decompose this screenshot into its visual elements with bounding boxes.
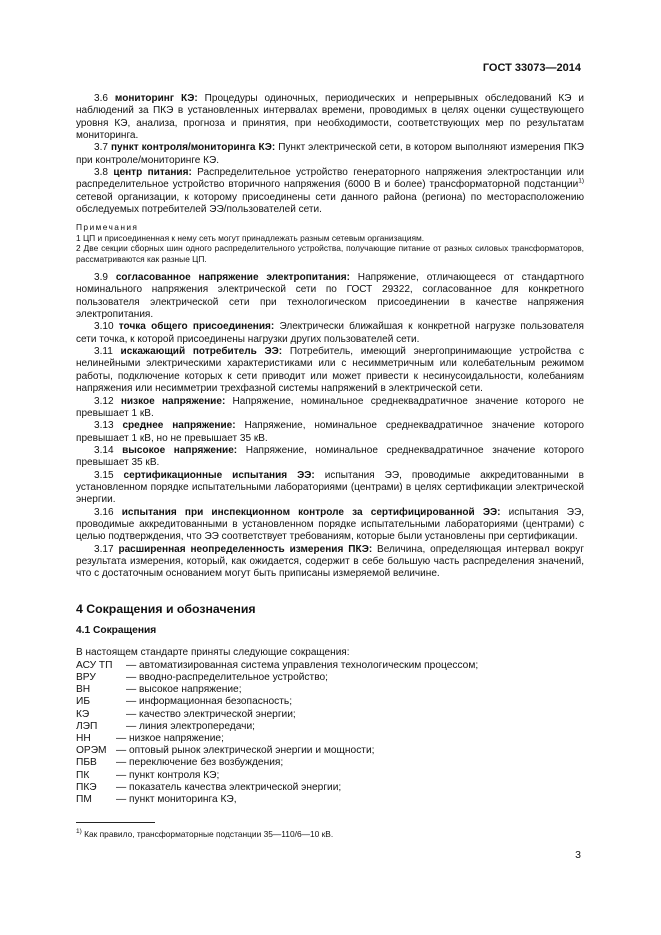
abbr-definition: — пункт мониторинга КЭ, [116, 793, 237, 805]
subsection-4-1-heading: 4.1 Сокращения [76, 625, 157, 636]
definition-3-14: 3.14 высокое напряжение: Напряжение, номинальное среднеквадратичное значение которого превышает 35 кВ. [76, 444, 584, 469]
abbr-definition: — низкое напряжение; [116, 732, 224, 744]
abbr-item-ke [76, 709, 584, 721]
abbr-item-pbv [76, 757, 584, 769]
abbreviations-intro: В настоящем стандарте приняты следующие сокращения: [76, 647, 350, 659]
abbr-term: НН [76, 732, 91, 744]
abbreviations-list [76, 660, 584, 806]
abbr-term: ОРЭМ [76, 745, 107, 757]
document-header: ГОСТ 33073—2014 [482, 62, 581, 74]
definition-3-11: 3.11 искажающий потребитель ЭЭ: Потребитель, имеющий энергопринимающие устройства с нелинейными электрическими характеристиками или с несимметричным или колебательным режимом работы, подключение которых к сети приводит или может привести к несинусоидальности, колебаниям напряжения или несимметрии трехфазной системы напряжений в электрической сети. [76, 346, 584, 395]
abbr-item-vru [76, 672, 584, 684]
footnote-divider [76, 822, 155, 823]
footnote-text: Как правило, трансформаторные подстанции 35—110/6—10 кВ. [81, 829, 334, 839]
definition-3-10: 3.10 точка общего присоединения: Электрически ближайшая к конкретной нагрузке пользователя сети точка, к которой присоединены нагрузки других пользователей сети. [76, 321, 584, 345]
abbr-definition: — высокое напряжение; [126, 684, 242, 696]
footnote-ref: 1) [578, 178, 584, 186]
page-body [76, 93, 584, 806]
abbr-term: ПКЭ [76, 781, 97, 793]
abbr-item-asutp [76, 660, 584, 672]
definition-3-9: 3.9 согласованное напряжение электропитания: Напряжение, отличающееся от стандартного номинального напряжения электрической сети по ГОСТ 29322, согласованное для конкретного пользователя электрической сети при технологическом присоединении в качестве напряжения электропитания. [76, 272, 584, 321]
note-2: 2 Две секции сборных шин одного распределительного устройства, получающие питание от разных силовых трансформаторов, рассматриваются как разные ЦП. [76, 243, 584, 264]
abbr-item-lep [76, 721, 584, 733]
definition-3-7: 3.7 пункт контроля/мониторинга КЭ: Пункт электрической сети, в котором выполняют измерения ПКЭ при контроле/мониторинге КЭ. [76, 142, 584, 166]
section-4-heading: 4 Сокращения и обозначения [76, 601, 256, 616]
footnote-mark: 1) [76, 828, 82, 836]
note-1: 1 ЦП и присоединенная к нему сеть могут принадлежать разным сетевым организациям. [76, 232, 425, 243]
abbr-term: КЭ [76, 708, 90, 720]
abbr-definition: — вводно-распределительное устройство; [126, 671, 328, 683]
abbr-term: ЛЭП [76, 720, 98, 732]
abbr-term: АСУ ТП [76, 659, 113, 671]
abbr-definition: — пункт контроля КЭ; [116, 769, 220, 781]
abbr-definition: — качество электрической энергии; [126, 708, 296, 720]
definition-3-17: 3.17 расширенная неопределенность измерения ПКЭ: Величина, определяющая интервал вокруг результата измерения, который, как ожидается, содержит в себе большую часть распределения значений, что с достаточным основанием могут быть приписаны измеряемой величине. [76, 543, 584, 580]
abbr-definition: — информационная безопасность; [126, 696, 293, 708]
abbr-item-pke [76, 782, 584, 794]
definitions-continued [76, 272, 584, 581]
abbr-term: ВРУ [76, 671, 96, 683]
definition-3-15: 3.15 сертификационные испытания ЭЭ: испытания ЭЭ, проводимые аккредитованными в установленном порядке испытательными лабораториями (центрами) в целях сертификации электрической энергии. [76, 469, 585, 506]
abbr-item-ib [76, 696, 584, 708]
abbr-item-pm [76, 794, 584, 806]
notes-block [76, 222, 584, 264]
abbr-term: ВН [76, 684, 91, 696]
definition-3-12: 3.12 низкое напряжение: Напряжение, номинальное среднеквадратичное значение которого не превышает 1 кВ. [76, 395, 585, 419]
definition-3-6: 3.6 мониторинг КЭ: Процедуры одиночных, периодических и непрерывных обследований КЭ и наблюдений за ПКЭ в установленных интервалах времени, проводимых в целях оценки существующего уровня КЭ, анализа, прогноза и принятия, при необходимости, соответствующих мер по результатам мониторинга. [76, 93, 585, 142]
abbr-definition: — показатель качества электрической энергии; [116, 781, 342, 793]
abbr-item-vn [76, 684, 584, 696]
abbr-item-orem [76, 745, 584, 757]
footnote [76, 829, 333, 839]
definition-3-16: 3.16 испытания при инспекционном контроле за сертифицированной ЭЭ: испытания ЭЭ, проводимые аккредитованными в установленном порядке испытательными лабораториями (центрами) с целью подтверждения, что ЭЭ соответствует требованиям, которые были установлены при сертификации. [76, 506, 584, 543]
page-number: 3 [575, 849, 581, 861]
abbr-definition: — переключение без возбуждения; [116, 757, 284, 769]
abbr-term: ПМ [76, 793, 92, 805]
definition-3-13: 3.13 среднее напряжение: Напряжение, номинальное среднеквадратичное значение которого превышает 1 кВ, но не превышает 35 кВ. [76, 420, 584, 444]
abbr-definition: — автоматизированная система управления технологическим процессом; [126, 659, 479, 671]
abbr-item-pk [76, 770, 584, 782]
abbr-term: ПК [76, 769, 90, 781]
abbr-term: ИБ [76, 696, 91, 708]
abbr-item-nn [76, 733, 584, 745]
abbr-term: ПБВ [76, 757, 97, 769]
notes-title: Примечания [76, 222, 139, 233]
definition-3-8: 3.8 центр питания: Распределительное устройство генераторного напряжения электростанции или распределительное устройство вторичного напряжения (6000 В и более) трансформаторной подстанции$^{1)}$ сетевой организации, к которому присоединены сети данного района (региона) по месторасположению обследуемых потребителей ЭЭ/пользователей сети. [76, 167, 585, 216]
abbr-definition: — оптовый рынок электрической энергии и мощности; [116, 745, 375, 757]
abbr-definition: — линия электропередачи; [126, 720, 255, 732]
